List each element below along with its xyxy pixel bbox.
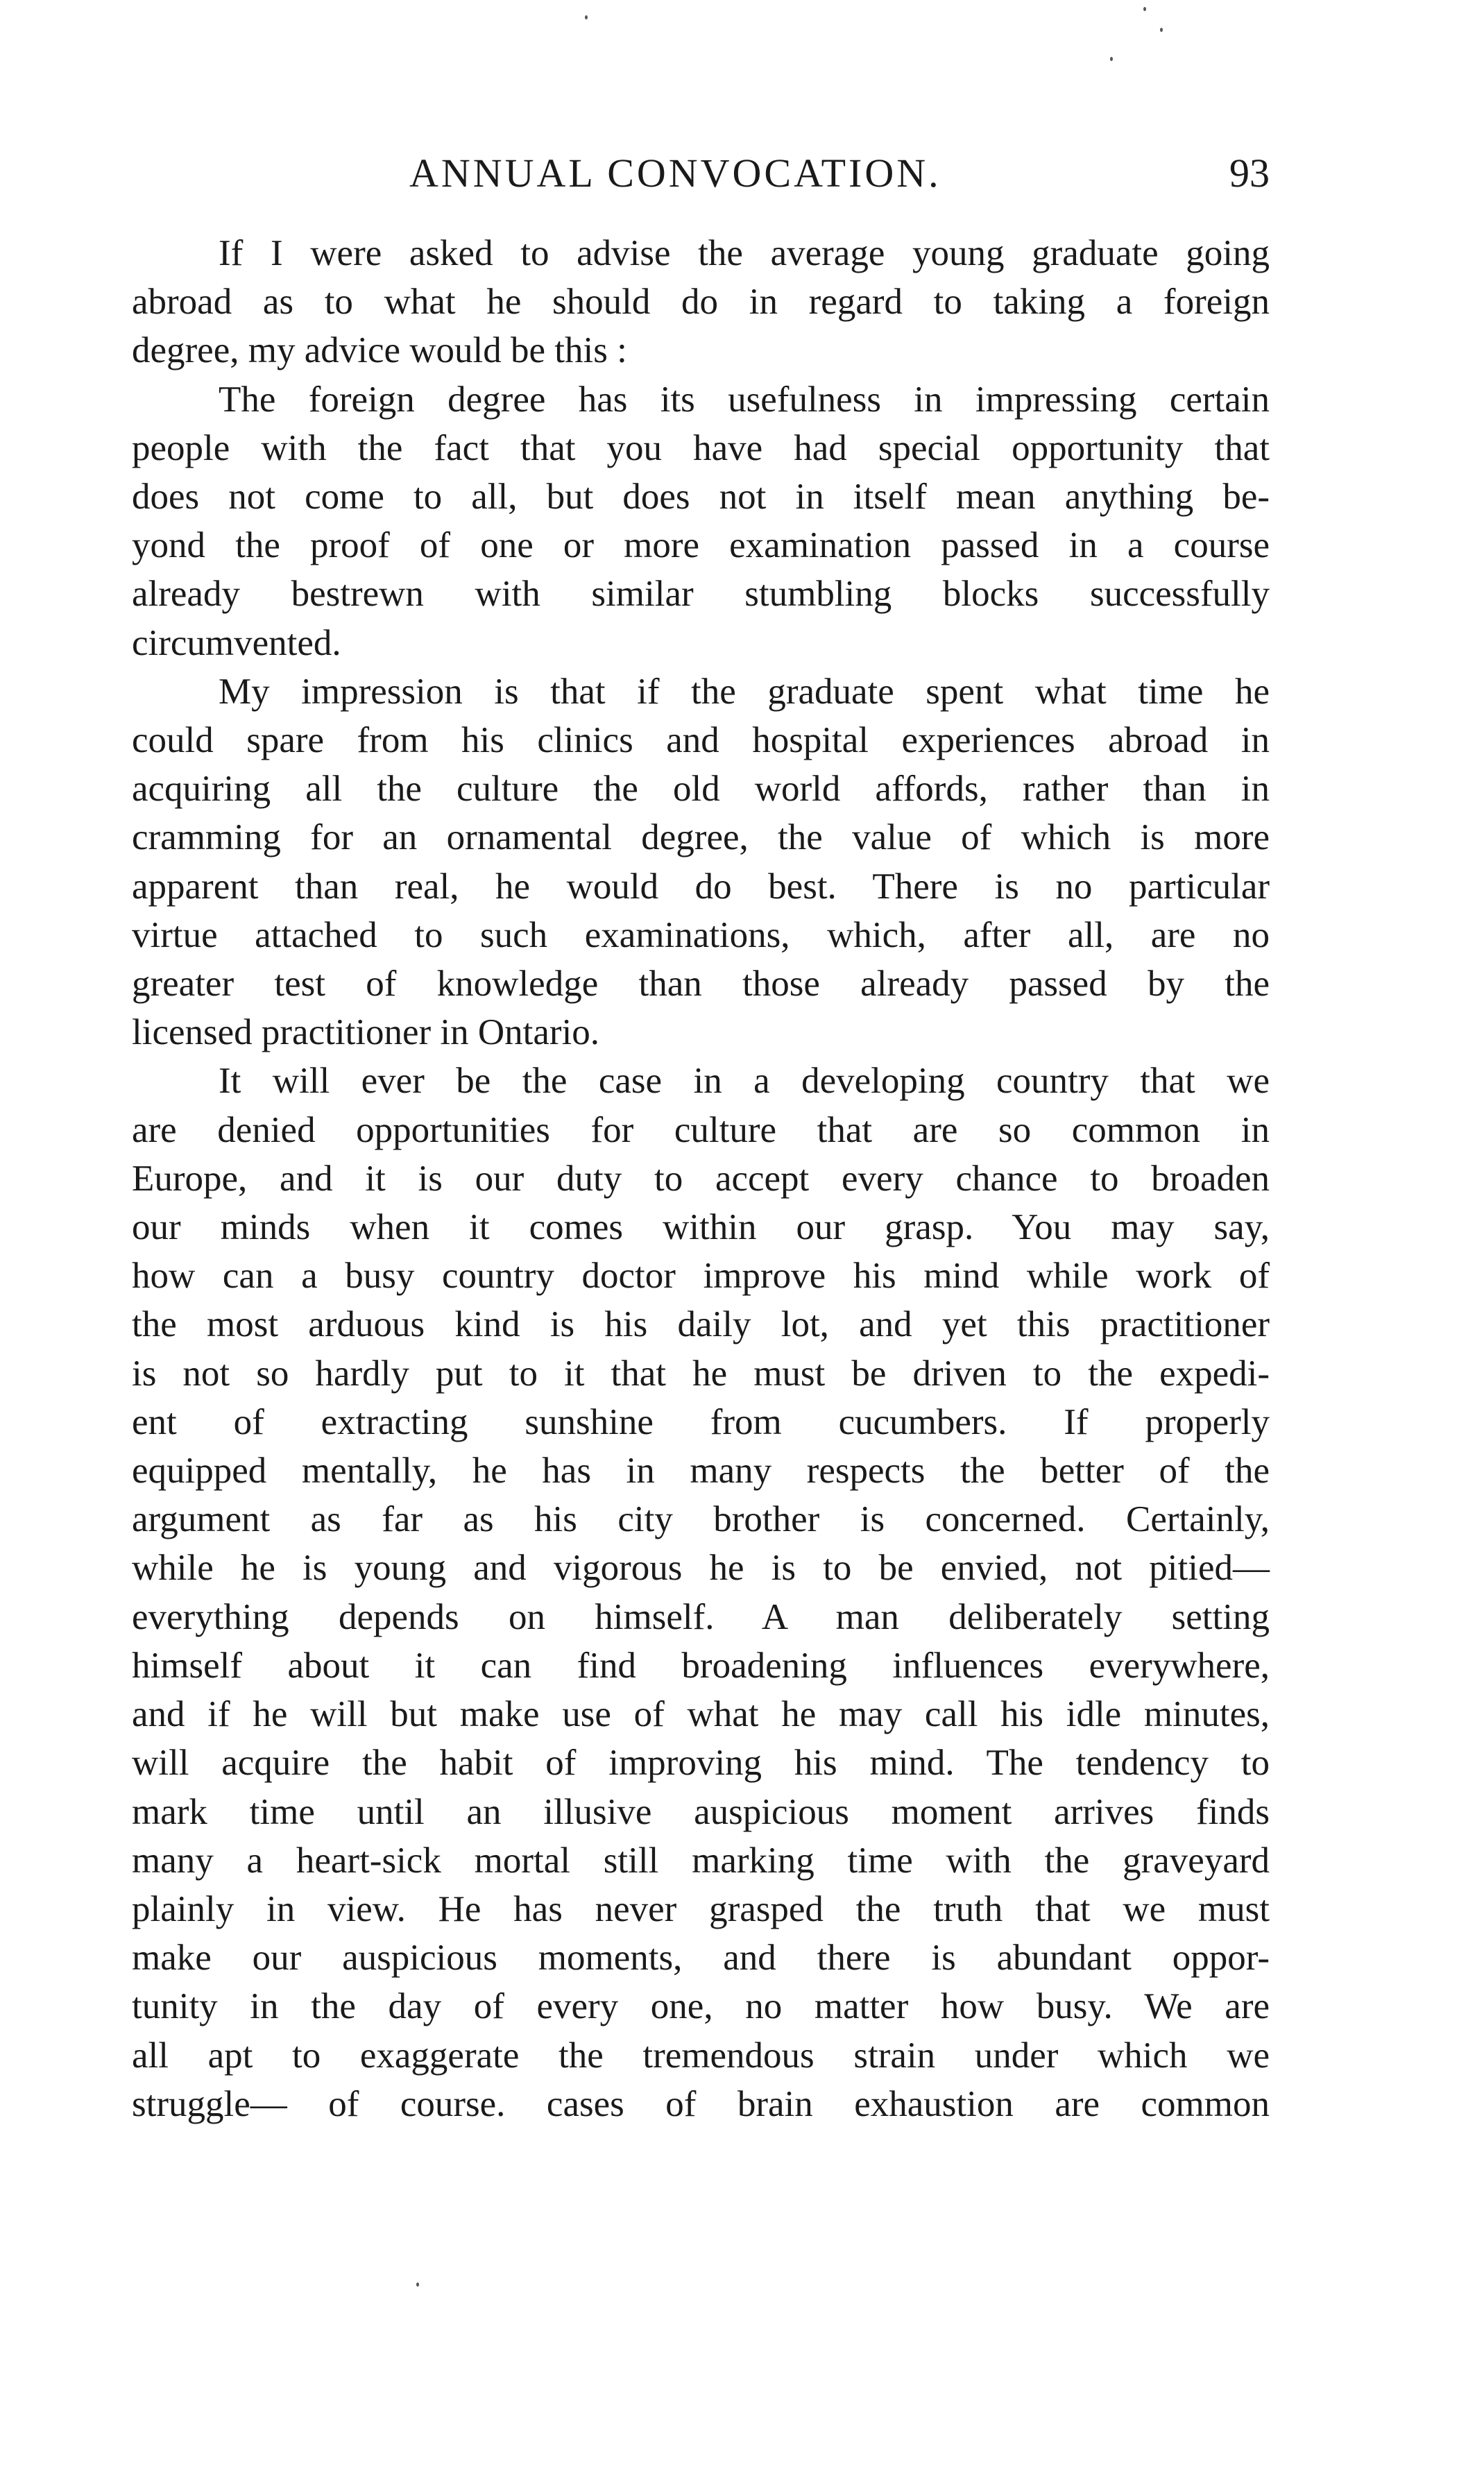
- text-line: plainly in view. He has never grasped the truth that we must: [132, 1888, 1270, 1929]
- text-line: does not come to all, but does not in itself mean anything be-: [132, 477, 1270, 518]
- text-line: all apt to exaggerate the tremendous strain under which we: [132, 2035, 1270, 2076]
- text-line: is not so hardly put to it that he must be driven to the expedi-: [132, 1353, 1270, 1394]
- body-text: [132, 229, 1270, 2128]
- paragraph: [132, 1057, 1270, 2128]
- text-line: many a heart-sick mortal still marking time with the graveyard: [132, 1840, 1270, 1881]
- print-speck: [1160, 28, 1163, 32]
- text-line: greater test of knowledge than those already passed by the: [132, 964, 1270, 1005]
- text-line: mark time until an illusive auspicious moment arrives finds: [132, 1791, 1270, 1832]
- print-speck: [585, 15, 588, 19]
- text-line: our minds when it comes within our grasp. You may say,: [132, 1207, 1270, 1248]
- text-line: how can a busy country doctor improve his mind while work of: [132, 1256, 1270, 1297]
- text-line: make our auspicious moments, and there is abundant oppor-: [132, 1938, 1270, 1979]
- paragraph: [132, 229, 1270, 375]
- text-line: It will ever be the case in a developing country that we: [219, 1061, 1270, 1102]
- text-line: apparent than real, he would do best. There is no particular: [132, 866, 1270, 907]
- text-line: the most arduous kind is his daily lot, and yet this practitioner: [132, 1304, 1270, 1345]
- text-line: virtue attached to such examinations, which, after all, are no: [132, 914, 1270, 955]
- text-line: could spare from his clinics and hospital experiences abroad in: [132, 720, 1270, 761]
- text-line: abroad as to what he should do in regard to taking a foreign: [132, 282, 1270, 323]
- text-line: My impression is that if the graduate spent what time he: [219, 671, 1270, 712]
- text-line: and if he will but make use of what he may call his idle minutes,: [132, 1694, 1270, 1735]
- text-line: The foreign degree has its usefulness in impressing certain: [219, 379, 1270, 420]
- running-title: ANNUAL CONVOCATION.: [409, 151, 941, 196]
- page-header: [132, 142, 1270, 205]
- page-number: 93: [1229, 151, 1270, 196]
- text-line: acquiring all the culture the old world affords, rather than in: [132, 769, 1270, 810]
- text-line: ent of extracting sunshine from cucumbers. If properly: [132, 1401, 1270, 1442]
- text-line: already bestrewn with similar stumbling blocks successfully: [132, 574, 1270, 615]
- text-line: people with the fact that you have had special opportunity that: [132, 427, 1270, 468]
- text-line: cramming for an ornamental degree, the value of which is more: [132, 817, 1270, 858]
- paragraph: [132, 667, 1270, 1057]
- text-line: equipped mentally, he has in many respects the better of the: [132, 1451, 1270, 1492]
- text-line: tunity in the day of every one, no matter how busy. We are: [132, 1986, 1270, 2027]
- text-line: licensed practitioner in Ontario.: [132, 1012, 600, 1053]
- paragraph: [132, 375, 1270, 667]
- text-line: argument as far as his city brother is concerned. Certainly,: [132, 1499, 1270, 1540]
- text-line: Europe, and it is our duty to accept every chance to broaden: [132, 1158, 1270, 1199]
- text-line: yond the proof of one or more examination passed in a course: [132, 525, 1270, 566]
- text-line: everything depends on himself. A man deliberately setting: [132, 1596, 1270, 1637]
- text-line: If I were asked to advise the average young graduate going: [219, 233, 1270, 273]
- text-line: will acquire the habit of improving his mind. The tendency to: [132, 1743, 1270, 1784]
- text-line: while he is young and vigorous he is to be envied, not pitied—: [132, 1548, 1270, 1589]
- text-line: himself about it can find broadening influences everywhere,: [132, 1645, 1270, 1686]
- print-speck: [1110, 57, 1113, 61]
- print-speck: [416, 2282, 419, 2287]
- text-line: circumvented.: [132, 622, 341, 663]
- text-line: struggle— of course. cases of brain exhaustion are common: [132, 2083, 1270, 2124]
- text-line: are denied opportunities for culture that are so common in: [132, 1109, 1270, 1150]
- print-speck: [1143, 7, 1146, 11]
- text-line: degree, my advice would be this :: [132, 330, 627, 371]
